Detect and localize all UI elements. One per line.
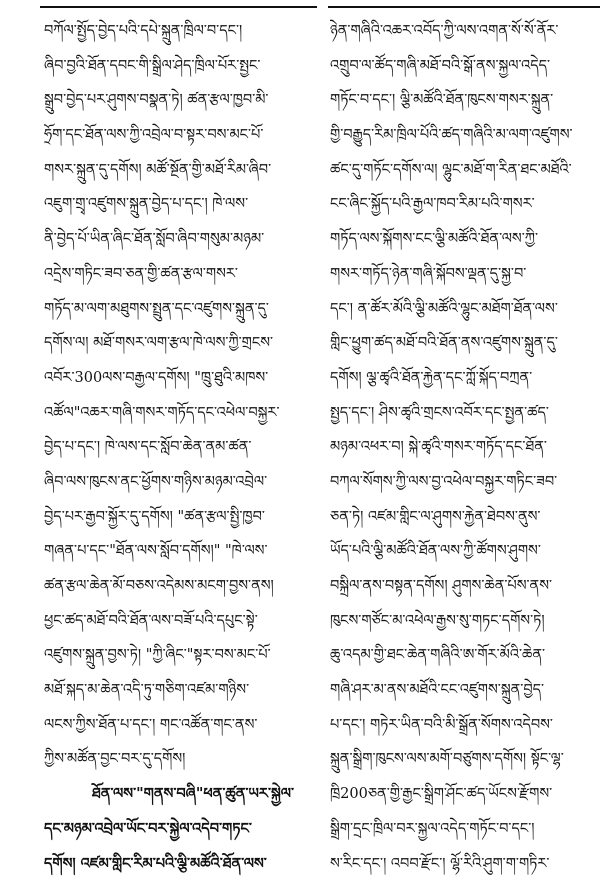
right-column-text-line: དགོས། ལྕ་ཚྭའི་ཐོན་རྐྱེན་དང་ཀློ་སྐོད་བཀྲན་ xyxy=(330,361,598,396)
left-column-text-line: ནི་བྱེད་པོ་ཡིན་ཞིང་ཐོན་སློབ་ཞིབ་གསུམ་མཉམ་ xyxy=(44,222,312,257)
left-column-text-line: ཐོན་ལས་"གནས་བཞི"ཕན་ཚུན་ཡར་སྐྱེལ་ xyxy=(44,777,312,812)
left-column-text-line: འདྲེས་གཏིང་ཟབ་ཅན་གྱི་ཚན་རྩལ་གསར་ xyxy=(44,257,312,292)
right-column-text-line: གསར་གཏོད་ཉེན་གཞི་སྐོབས་ལྡན་དུ་སྐྱ་བ་ xyxy=(330,257,598,292)
right-column xyxy=(330,14,598,881)
left-column-text-line: འཛུགས་སྐྲུན་བྱས་ཏེ། "ཀྱི་ཞིང་"སྟར་བས་མང་པོ་ xyxy=(44,638,312,673)
right-column-text-line: སྤྱད་དང་། ཤིས་ཚྭའི་གྲངས་འབོར་དང་སྤྱན་ཚད་ xyxy=(330,396,598,431)
right-column-text-line: ཡོད་པའི་ལྕི་མཚོའི་ཐོན་ལས་ཀྱི་ཚོགས་ཤུགས་ xyxy=(330,534,598,569)
right-column-text-line: གཞི་ཤར་མ་ནས་མཐོའི་ངང་འཛུགས་སྐྲུན་བྱེད་ xyxy=(330,673,598,708)
left-column-text-line: བྱེད་པ་དང་། ཁེ་ལས་དང་སློབ་ཆེན་ནམ་ཚན་ xyxy=(44,430,312,465)
right-column-text-line: ཉེན་གཞིའི་འཆར་འབོད་ཀྱི་ལས་འགན་སོ་སོ་ནོར་ xyxy=(330,14,598,49)
left-column-text-line: ལངས་ཀྱིས་ཐོན་པ་དང་། གང་འཚོན་གང་ནས་ xyxy=(44,708,312,743)
right-column-text-line: གྱི་བརྒྱུད་རིམ་ཁྲིལ་པོའི་ཚད་གཞིའི་མ་ལག་འཛུགས་ xyxy=(330,118,598,153)
left-column-text-line: གཏོད་མ་ལག་མཐུགས་སྤྲུན་དང་འཛུགས་སྐྲུན་དུ་ xyxy=(44,292,312,327)
right-column-text-line: ཆུ་འདམ་གྱི་ཐང་ཆེན་གཞིའི་ཨ་གོར་མོའི་ཆེན་ xyxy=(330,638,598,673)
left-column-text-line: གཞན་པ་དང་"ཐོན་ལས་སློབ་དགོས།" "ཁེ་ལས་ xyxy=(44,534,312,569)
right-column-text-line: མཉམ་འཕར་བ། སྐེ་ཚྭའི་གསར་གཏོད་དང་ཐོན་ xyxy=(330,430,598,465)
right-column-text-line: ཁྲི200ཅན་གྱི་རྒྱང་སྒྲིག་ཤོང་ཚད་ཡོངས་རྫོགས་ xyxy=(330,777,598,812)
right-column-text-line: འགྲུབ་ལ་ཚོད་གཞི་མཐོ་བའི་སྒོ་ནས་སྐྱལ་འདེད་ xyxy=(330,49,598,84)
right-column-text-line: པ་དང་། གཏེར་ཡིན་བའི་མི་སྒྲོན་སོགས་འདེབས་ xyxy=(330,708,598,743)
left-column-text-line: བཀོལ་སྤྱོད་བྱེད་པའི་དཔེ་སྐྲུན་ཁྲིལ་བ་དང་། xyxy=(44,14,312,49)
right-column-text-line: གཏོང་བ་དང་། ལྕི་མཚོའི་ཐོན་ཁུངས་གསར་སྐྲུན་ xyxy=(330,83,598,118)
left-column-text-line: ཚན་རྩལ་ཆེན་མོ་བཅས་འདེམས་མངག་བྱས་ནས། xyxy=(44,569,312,604)
left-column-text-line: གསར་སྐྲུན་དུ་དགོས། མཚོ་སྔོན་གྱི་མཐོ་རིམ་ཞིབ་ xyxy=(44,153,312,188)
left-column-text-line: ཕྱང་ཚད་མཐོ་བའི་ཐོན་ལས་བཟོ་པའི་དཔུང་སྟེ་ xyxy=(44,604,312,639)
right-column-text-line: ཚང་དུ་གཏོང་དགོས་ལ། ལྷུང་མཐོ་ག་རིན་ཐང་མཐོའི་ xyxy=(330,153,598,188)
left-column-text-line: དགོས་ལ། མཐོ་གསར་ལག་རྩལ་ཁེ་ལས་ཀྱི་གྲངས་ xyxy=(44,326,312,361)
left-column xyxy=(44,14,312,881)
right-column-text-line: སྐྲུན་སྒྲིག་ཁུངས་ལས་མགོ་བཙུགས་དགོས། སྟོང་ལྷ་ xyxy=(330,742,598,777)
left-column-text-line: ཧྲོག་དང་ཐོན་ལས་ཀྱི་འབྲེལ་བ་སྟར་བས་མང་པོ་ xyxy=(44,118,312,153)
left-column-text-line: འཚོལ"འཆར་གཞི་གསར་གཏོད་དང་འཕེལ་བསྐྱར་ xyxy=(44,396,312,431)
left-column-text-line: འཇུག་གྲྭ་འཛུགས་སྐྲུན་བྱེད་པ་དང་། ཁེ་ལས་ xyxy=(44,187,312,222)
left-column-text-line: ཞིབ་ལས་ཁུངས་ནང་ཕྱོགས་གཉིས་མཉམ་འབྲེལ་ xyxy=(44,465,312,500)
right-column-text-line: ཅན་ཏེ། འཛམ་གླིང་ལ་ཤུགས་རྐྱེན་ཐེབས་ནུས་ xyxy=(330,500,598,535)
left-column-text-line: ཞིབ་བྱའི་ཐོན་དབང་གི་སྒྲིལ་ཤེད་ཁྲིལ་པོར་སྤྱང་ xyxy=(44,49,312,84)
right-column-text-line: བསྐྲིལ་ནས་བསྟན་དགོས། ཤུགས་ཆེན་པོས་ནས་ xyxy=(330,569,598,604)
left-column-text-line: དགོས། འཛམ་གླིང་རིམ་པའི་ལྕི་མཚོའི་ཐོན་ལས་ xyxy=(44,847,312,881)
right-column-text-line: སྒྲིག་དྲང་ཁྲིལ་བར་སྐྱལ་འདེད་གཏོང་བ་དང་། xyxy=(330,812,598,847)
left-column-text-line: དང་མཉམ་འབྲེལ་ཡོང་བར་སྐྱེལ་འདེབ་གཏང་ xyxy=(44,812,312,847)
right-column-text-line: གླིང་ཕྱུག་ཚད་མཐོ་བའི་ཐོན་ནས་འཛུགས་སྐྲུན་དུ་ xyxy=(330,326,598,361)
right-column-text-line: བཀལ་སོགས་ཀྱི་ལས་བྱ་འཕེལ་བསྐྱར་གཏིང་ཟབ་ xyxy=(330,465,598,500)
left-column-text-line: སྒྲུབ་བྱེད་པར་ཤུགས་བསྣན་ཏེ། ཚན་རྩལ་ཁྱབ་མི་ xyxy=(44,83,312,118)
right-column-text-line: གཏོད་ལས་སྐོགས་ངང་ལྕི་མཚོའི་ཐོན་ལས་ཀྱི་ xyxy=(330,222,598,257)
left-column-text-line: མཐོ་སྐད་མ་ཆེན་འདི་ཏུ་གཅིག་འཛམ་གཉིས་ xyxy=(44,673,312,708)
left-column-text-line: བྱེད་པར་རྒྱབ་སྐྱོར་དུ་དགོས། "ཚན་རྩལ་སྤྱི་ཁྱབ་ xyxy=(44,500,312,535)
top-rule-right xyxy=(328,6,600,8)
right-column-text-line: དང་། ན་ཚོར་མོའི་ལྕི་མཚོའི་ལྷུང་མཐོག་ཐོན་ལས་ xyxy=(330,292,598,327)
left-column-text-line: འབོར་300ལས་བརྒྱལ་དགོས། "ཁྲུ་ཐུའི་མཁས་ xyxy=(44,361,312,396)
top-rule-left xyxy=(40,6,317,8)
right-column-text-line: ངང་ཞིང་སྐྱོད་པའི་རྒྱལ་ཁབ་རིམ་པའི་གསར་ xyxy=(330,187,598,222)
right-column-text-line: ཁུངས་གཙོང་མ་འཕེལ་རྒྱས་སུ་གཏང་དགོས་ཏེ། xyxy=(330,604,598,639)
left-column-text-line: ཀྱིས་མཚོན་བྱང་བར་དུ་དགོས། xyxy=(44,742,312,777)
right-column-text-line: ས་རིང་དང་། འབབ་རྫོང་། ལྷོ་རིའི་ཤུག་ག་གཏིར་ xyxy=(330,847,598,881)
